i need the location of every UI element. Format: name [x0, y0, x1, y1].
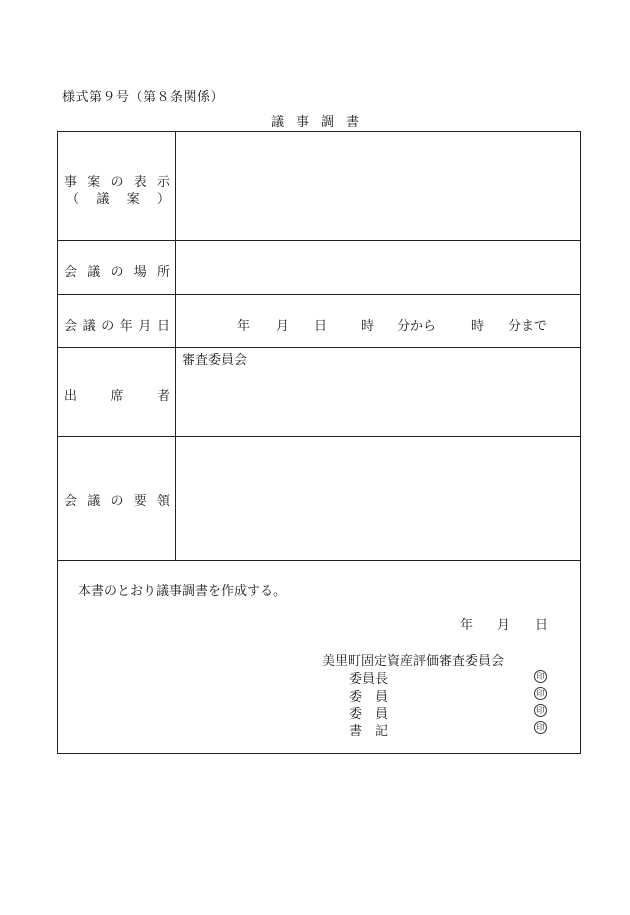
place-label: [64, 261, 170, 280]
seal-icon: 印: [534, 670, 547, 683]
footer-day: 日: [535, 618, 549, 633]
date-hour-to: 時: [471, 319, 485, 334]
label-char: 月: [138, 319, 152, 334]
seal-icon: 印: [534, 704, 547, 717]
label-char: の: [110, 175, 124, 190]
seal-icon: 印: [534, 687, 547, 700]
label-char: 日: [156, 319, 170, 334]
label-char: の: [110, 494, 124, 509]
label-char: 領: [156, 494, 170, 509]
date-label: [64, 315, 170, 334]
date-hour-from: 時: [361, 319, 375, 334]
row-divider: [57, 436, 581, 437]
signer-role: 委員: [349, 707, 402, 722]
form-number: 様式第９号（第８条関係）: [62, 90, 225, 105]
label-char: の: [110, 265, 124, 280]
label-char: 案: [87, 175, 101, 190]
summary-label: [64, 490, 170, 509]
label-char: 会: [64, 494, 78, 509]
case-sub-label: [66, 188, 170, 207]
date-month: 月: [276, 319, 290, 334]
label-char: 議: [87, 494, 101, 509]
row-divider: [57, 240, 581, 241]
label-char: 会: [64, 319, 78, 334]
date-minute-from: 分から: [397, 319, 437, 334]
label-char: （: [66, 192, 80, 207]
committee-name: 美里町固定資産評価審査委員会: [322, 654, 505, 669]
label-char: 席: [110, 389, 124, 404]
label-char: 議: [96, 192, 110, 207]
label-char: 所: [156, 265, 170, 280]
attendees-label: [64, 385, 170, 404]
footer-month: 月: [497, 618, 511, 633]
label-char: 案: [126, 192, 140, 207]
label-char: ）: [156, 192, 170, 207]
row-divider: [57, 560, 581, 561]
label-char: 者: [156, 389, 170, 404]
label-char: 年: [119, 319, 133, 334]
label-char: 出: [64, 389, 78, 404]
label-char: 場: [133, 265, 147, 280]
footer-year: 年: [460, 618, 474, 633]
label-char: 会: [64, 265, 78, 280]
statement: 本書のとおり議事調書を作成する。: [78, 584, 287, 599]
label-char: 議: [82, 319, 96, 334]
column-divider: [175, 131, 176, 561]
signer-role: 書記: [349, 724, 402, 739]
label-char: の: [101, 319, 115, 334]
seal-icon: 印: [534, 721, 547, 734]
label-char: 議: [87, 265, 101, 280]
row-divider: [57, 294, 581, 295]
label-char: 表: [133, 175, 147, 190]
document-title: 議事調書: [270, 115, 371, 130]
date-minute-to: 分まで: [508, 319, 548, 334]
label-char: 示: [156, 175, 170, 190]
signer-role: 委員: [349, 690, 402, 705]
attendees-value: 審査委員会: [182, 353, 248, 368]
label-char: 事: [64, 175, 78, 190]
label-char: 要: [133, 494, 147, 509]
date-day: 日: [314, 319, 328, 334]
row-divider: [57, 347, 581, 348]
signer-role: 委員長: [349, 672, 389, 687]
date-year: 年: [237, 319, 251, 334]
